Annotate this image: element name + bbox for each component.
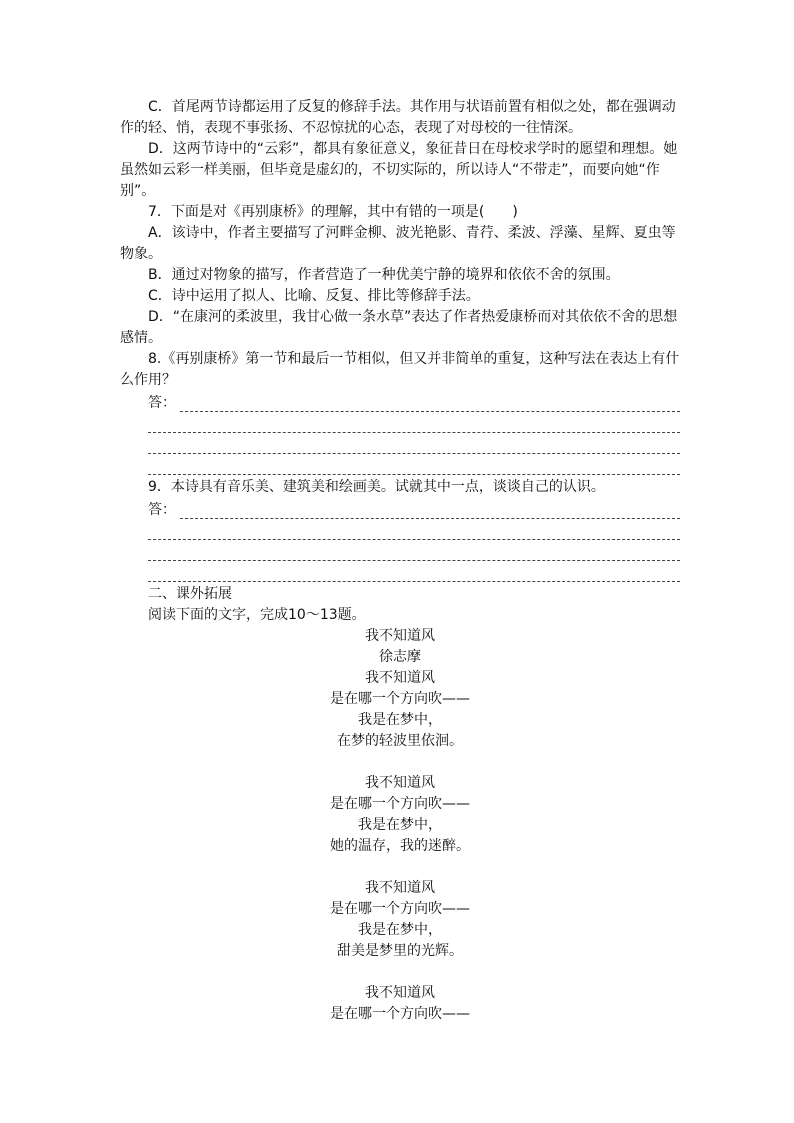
q9-answer-line-3[interactable]	[148, 540, 680, 561]
stanza-gap	[120, 752, 680, 773]
poem-line: 是在哪一个方向吹——	[330, 796, 470, 812]
poem-line: 我不知道风	[365, 670, 435, 686]
q9-answer-line-2[interactable]	[148, 519, 680, 540]
answer-dotted-line	[180, 397, 680, 412]
q7-option-c: C．诗中运用了拟人、比喻、反复、排比等修辞手法。	[148, 288, 480, 304]
question-7-stem: 7．下面是对《再别康桥》的理解，其中有错的一项是( )	[148, 204, 518, 220]
q7-option-d: D．“在康河的柔波里，我甘心做一条水草”表达了作者热爱康桥而对其依依不舍的思想感情。	[120, 309, 678, 346]
poem	[120, 626, 680, 1025]
q9-answer-line-1[interactable]	[120, 498, 680, 519]
poem-stanza-2	[120, 773, 680, 857]
stanza-gap	[120, 857, 680, 878]
question-9-stem: 9．本诗具有音乐美、建筑美和绘画美。试就其中一点，谈谈自己的认识。	[148, 479, 605, 495]
q9-answer-label: 答：	[148, 502, 176, 518]
q8-answer-line-4[interactable]	[148, 454, 680, 475]
q7-option-a: A．该诗中，作者主要描写了河畔金柳、波光艳影、青荇、柔波、浮藻、星辉、夏虫等物象。	[120, 225, 676, 262]
poem-line: 我是在梦中，	[358, 922, 442, 938]
option-d-prev: D．这两节诗中的“云彩”，都具有象征意义，象征昔日在母校求学时的愿望和理想。她虽然如云彩一样美丽，但毕竟是虚幻的，不切实际的，所以诗人“不带走”，而要向她“作别”。	[120, 141, 678, 199]
poem-line: 我不知道风	[365, 775, 435, 791]
poem-line: 她的温存，我的迷醉。	[330, 838, 470, 854]
q8-answer-line-1[interactable]	[120, 391, 680, 412]
stanza-gap	[120, 962, 680, 983]
poem-line: 是在哪一个方向吹——	[330, 901, 470, 917]
poem-line: 甜美是梦里的光辉。	[337, 943, 463, 959]
poem-line: 我不知道风	[365, 985, 435, 1001]
poem-line: 我是在梦中，	[358, 817, 442, 833]
section-2-instruction: 阅读下面的文字，完成10～13题。	[148, 607, 366, 623]
poem-line: 是在哪一个方向吹——	[330, 691, 470, 707]
answer-dotted-line	[180, 504, 680, 519]
poem-line: 是在哪一个方向吹——	[330, 1006, 470, 1022]
option-c-prev: C．首尾两节诗都运用了反复的修辞手法。其作用与状语前置有相似之处，都在强调动作的轻、悄，表现不事张扬、不忍惊扰的心态，表现了对母校的一往情深。	[120, 99, 676, 136]
q7-option-b: B．通过对物象的描写，作者营造了一种优美宁静的境界和依依不舍的氛围。	[148, 267, 620, 283]
poem-line: 在梦的轻波里依洄。	[337, 733, 463, 749]
section-2-heading: 二、课外拓展	[148, 586, 232, 602]
q8-answer-label: 答：	[148, 395, 176, 411]
q9-answer-line-4[interactable]	[148, 561, 680, 582]
poem-author: 徐志摩	[379, 649, 421, 665]
question-8-stem: 8.《再别康桥》第一节和最后一节相似，但又并非简单的重复，这种写法在表达上有什么作用？	[120, 351, 680, 388]
poem-line: 我不知道风	[365, 880, 435, 896]
poem-line: 我是在梦中，	[358, 712, 442, 728]
q8-answer-line-3[interactable]	[148, 433, 680, 454]
poem-title: 我不知道风	[365, 628, 435, 644]
poem-stanza-1	[120, 668, 680, 752]
worksheet-page	[120, 97, 680, 1025]
poem-stanza-3	[120, 878, 680, 962]
poem-stanza-4	[120, 983, 680, 1025]
q8-answer-line-2[interactable]	[148, 412, 680, 433]
